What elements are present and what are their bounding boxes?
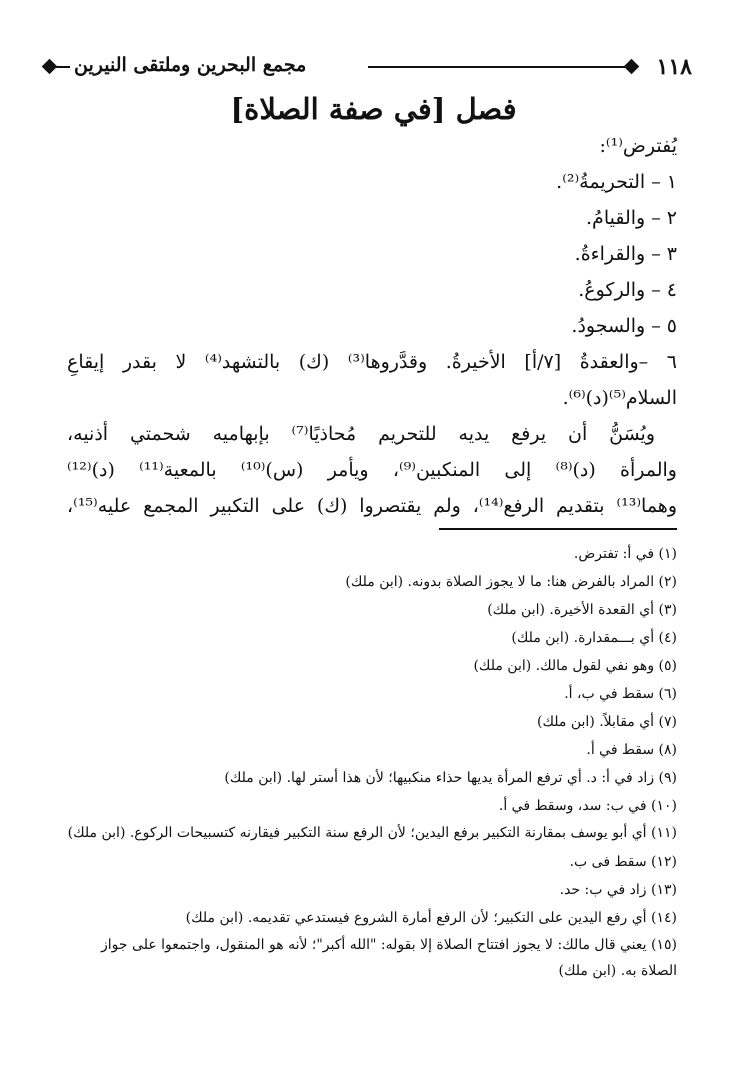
header-rule <box>368 66 626 68</box>
header-diamond-ornament <box>624 59 640 75</box>
footnote: (٤) أي بـــمقدارة. (ابن ملك) <box>511 630 677 646</box>
footnote: (١٤) أي رفع اليدين على التكبير؛ لأن الرفع أمارة الشروع فيستدعي تقديمه. (ابن ملك) <box>185 910 677 926</box>
header-rule-short <box>56 66 70 68</box>
header-diamond-ornament <box>42 59 58 75</box>
footnote: (١٣) زاد في ب: حد. <box>559 882 677 898</box>
footnote: (٢) المراد بالفرض هنا: ما لا يجوز الصلاة بدونه. (ابن ملك) <box>345 574 677 590</box>
footnotes <box>67 540 677 986</box>
text-line: ٢ – والقيامُ. <box>586 207 677 229</box>
footnote: (١٠) في ب: سد، وسقط في أ. <box>498 798 677 814</box>
running-header <box>42 52 692 86</box>
page-number: ١١٨ <box>656 54 692 80</box>
text-line: يُفترض⁽¹⁾: <box>599 135 677 157</box>
text-line: ٤ – والركوعُ. <box>578 279 677 301</box>
footnote: (٥) وهو نفي لقول مالك. (ابن ملك) <box>473 658 677 674</box>
footnote: (١) في أ: تفترض. <box>573 546 677 562</box>
text-line: السلام⁽⁵⁾(د)⁽⁶⁾. <box>562 387 677 409</box>
book-title: مجمع البحرين وملتقى النيرين <box>74 54 307 76</box>
footnote: (٨) سقط في أ. <box>586 742 677 758</box>
footnote: (٦) سقط في ب، أ. <box>564 686 677 702</box>
text-line: والمرأة (د)⁽⁸⁾ إلى المنكبين⁽⁹⁾، ويأمر (س)⁽¹⁰⁾ بالمعية⁽¹¹⁾ (د)⁽¹²⁾ <box>67 459 677 481</box>
text-line: ٥ – والسجودُ. <box>571 315 677 337</box>
footnote: (٧) أي مقابلاً. (ابن ملك) <box>537 714 677 730</box>
footnote: (٣) أي القعدة الأخيرة. (ابن ملك) <box>487 602 677 618</box>
footnote-separator <box>439 528 677 530</box>
text-line: ١ – التحريمةُ⁽²⁾. <box>556 171 677 193</box>
main-text <box>67 128 677 524</box>
footnote: (١١) أي أبو يوسف بمقارنة التكبير برفع اليدين؛ لأن الرفع سنة التكبير فيقارنه كتسبيحات الركوع. (ابن ملك) <box>67 825 677 841</box>
footnote: (١٢) سقط فى ب. <box>569 854 677 870</box>
chapter-title: فصل [في صفة الصلاة] <box>230 92 517 126</box>
footnote: (٩) زاد في أ: د. أي ترفع المرأة يديها حذاء منكبيها؛ لأن هذا أستر لها. (ابن ملك) <box>224 770 677 786</box>
text-line: ٦ –والعقدةُ [٧/أ] الأخيرةُ. وقدَّروها⁽³⁾ (ك) بالتشهد⁽⁴⁾ لا بقدر إيقاعِ <box>67 351 677 373</box>
text-line: وهما⁽¹³⁾ بتقديم الرفع⁽¹⁴⁾، ولم يقتصروا (ك) على التكبير المجمع عليه⁽¹⁵⁾، <box>67 495 677 517</box>
text-line: ويُسَنُّ أن يرفع يديه للتحريم مُحاذيًا⁽⁷⁾ بإبهاميه شحمتي أذنيه، <box>67 423 655 445</box>
text-line: ٣ – والقراءةُ. <box>574 243 677 265</box>
footnote: (١٥) يعني قال مالك: لا يجوز افتتاح الصلاة إلا بقوله: "الله أكبر"؛ لأنه هو المنقول، واجتمعوا على جواز الصلاة به. (ابن ملك) <box>101 937 677 979</box>
